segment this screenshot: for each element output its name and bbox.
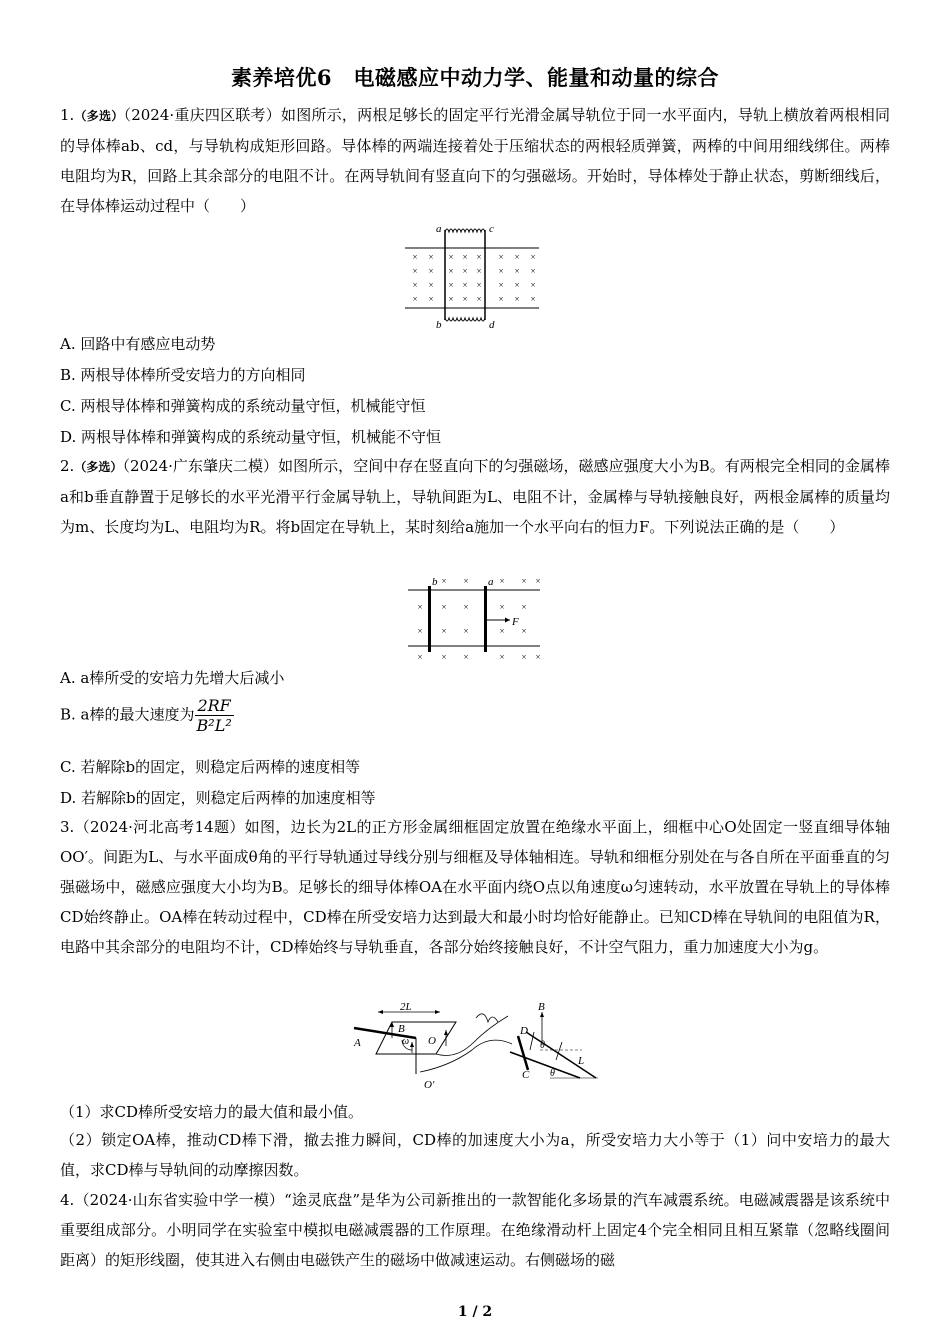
fraction bbox=[195, 696, 234, 735]
svg-text:×: × bbox=[462, 266, 468, 276]
page-title: 素养培优6 电磁感应中动力学、能量和动量的综合 bbox=[230, 65, 720, 90]
svg-text:×: × bbox=[463, 602, 469, 612]
q1-option-d: D. 两根导体棒和弹簧构成的系统动量守恒，机械能不守恒 bbox=[60, 428, 442, 446]
svg-text:×: × bbox=[412, 280, 418, 290]
svg-text:×: × bbox=[448, 252, 454, 262]
svg-text:×: × bbox=[428, 280, 434, 290]
svg-text:×: × bbox=[499, 576, 505, 586]
label-omega: ω bbox=[402, 1036, 410, 1047]
svg-text:×: × bbox=[476, 294, 482, 304]
label-B2: B bbox=[538, 1001, 545, 1013]
q2-option-d: D. 若解除b的固定，则稳定后两棒的加速度相等 bbox=[60, 789, 376, 807]
svg-text:×: × bbox=[463, 652, 469, 662]
figure-q1 bbox=[405, 222, 545, 334]
figure-q2 bbox=[408, 572, 548, 664]
svg-text:×: × bbox=[463, 576, 469, 586]
question-tag: （多选） bbox=[74, 109, 124, 123]
svg-text:×: × bbox=[514, 252, 520, 262]
svg-text:×: × bbox=[417, 602, 423, 612]
svg-text:×: × bbox=[514, 266, 520, 276]
svg-text:×: × bbox=[521, 576, 527, 586]
question-2 bbox=[60, 451, 890, 542]
label-F: F bbox=[512, 616, 519, 628]
question-tag: （多选） bbox=[74, 460, 123, 474]
q2-option-c: C. 若解除b的固定，则稳定后两棒的速度相等 bbox=[60, 758, 361, 776]
label-A: A bbox=[354, 1037, 361, 1049]
svg-text:×: × bbox=[428, 252, 434, 262]
q1-option-c: C. 两根导体棒和弹簧构成的系统动量守恒，机械能守恒 bbox=[60, 397, 426, 415]
label-d: d bbox=[489, 319, 495, 331]
label-a: a bbox=[488, 576, 494, 588]
label-O-prime: O′ bbox=[424, 1079, 435, 1091]
svg-text:×: × bbox=[463, 626, 469, 636]
question-text: （2024·广东肇庆二模）如图所示，空间中存在竖直向下的匀强磁场，磁感应强度大小为B。有两根完全相同的金属棒a和b垂直静置于足够长的水平光滑平行金属导轨上，导轨间距为L、电阻不计，金属棒与导轨接触良好，两根金属棒的质量均为m、长度均为L、电阻均为R。将b固定在导轨上，某时刻给a施加一个水平向右的恒力F。下列说法正确的是（ ） bbox=[60, 457, 890, 536]
svg-text:×: × bbox=[441, 652, 447, 662]
svg-text:×: × bbox=[530, 280, 536, 290]
label-2L: 2L bbox=[400, 1001, 412, 1013]
label-B: B bbox=[398, 1023, 405, 1035]
q2-option-a: A. a棒所受的安培力先增大后减小 bbox=[60, 669, 285, 687]
label-theta-2: θ bbox=[550, 1068, 555, 1079]
svg-text:×: × bbox=[514, 280, 520, 290]
page-number: 1 / 2 bbox=[457, 1304, 493, 1320]
label-D: D bbox=[520, 1025, 528, 1037]
svg-text:×: × bbox=[417, 652, 423, 662]
svg-text:×: × bbox=[476, 280, 482, 290]
svg-text:×: × bbox=[448, 266, 454, 276]
svg-text:×: × bbox=[521, 602, 527, 612]
svg-text:×: × bbox=[498, 266, 504, 276]
svg-text:×: × bbox=[521, 626, 527, 636]
question-number: 1. bbox=[60, 106, 75, 124]
svg-text:×: × bbox=[499, 626, 505, 636]
svg-text:×: × bbox=[514, 294, 520, 304]
svg-text:×: × bbox=[499, 602, 505, 612]
svg-text:×: × bbox=[462, 280, 468, 290]
label-theta-1: θ bbox=[540, 1040, 545, 1051]
svg-text:×: × bbox=[498, 280, 504, 290]
fraction-numerator: 2RF bbox=[195, 696, 234, 716]
q3-sub-question-2: （2）锁定OA棒，推动CD棒下滑，撤去推力瞬间，CD棒的加速度大小为a，所受安培力大小等于（1）问中安培力的最大值，求CD棒与导轨间的动摩擦因数。 bbox=[60, 1131, 890, 1179]
question-4 bbox=[60, 1185, 890, 1275]
svg-text:×: × bbox=[530, 252, 536, 262]
q2-option-b bbox=[60, 696, 234, 735]
svg-text:×: × bbox=[476, 266, 482, 276]
svg-text:×: × bbox=[412, 266, 418, 276]
question-text: （2024·重庆四区联考）如图所示，两根足够长的固定平行光滑金属导轨位于同一水平面内，导轨上横放着两根相同的导体棒ab、cd，与导轨构成矩形回路。导体棒的两端连接着处于压缩状态的两根轻质弹簧，两棒的中间用细线绑住。两棒电阻均为R，回路上其余部分的电阻不计。在两导轨间有竖直向下的匀强磁场。开始时，导体棒处于静止状态，剪断细线后，在导体棒运动过程中（ ） bbox=[60, 106, 890, 215]
question-number: 4. bbox=[60, 1191, 75, 1209]
svg-text:×: × bbox=[441, 602, 447, 612]
question-text: （2024·河北高考14题）如图，边长为2L的正方形金属细框固定放置在绝缘水平面上，细框中心O处固定一竖直细导体轴OO′。间距为L、与水平面成θ角的平行导轨通过导线分别与细框及导体轴相连。导轨和细框分别处在与各自所在平面垂直的匀强磁场中，磁感应强度大小均为B。足够长的细导体棒OA在水平面内绕O点以角速度ω匀速转动，水平放置在导轨上的导体棒CD始终静止。OA棒在转动过程中，CD棒在所受安培力达到最大和最小时均恰好能静止。已知CD棒在导轨间的电阻值为R，电路中其余部分的电阻均不计，CD棒始终与导轨垂直，各部分始终接触良好，不计空气阻力，重力加速度大小为g。 bbox=[60, 818, 890, 956]
label-a: a bbox=[436, 223, 442, 235]
question-3 bbox=[60, 812, 890, 962]
label-c: c bbox=[489, 223, 494, 235]
svg-text:×: × bbox=[476, 252, 482, 262]
svg-text:×: × bbox=[535, 652, 541, 662]
option-b-text: B. a棒的最大速度为 bbox=[60, 705, 195, 724]
label-L: L bbox=[578, 1055, 585, 1067]
svg-text:×: × bbox=[498, 294, 504, 304]
question-1 bbox=[60, 100, 890, 221]
svg-text:×: × bbox=[441, 576, 447, 586]
svg-text:×: × bbox=[530, 294, 536, 304]
question-number: 3. bbox=[60, 818, 75, 836]
q1-option-b: B. 两根导体棒所受安培力的方向相同 bbox=[60, 366, 306, 384]
label-C: C bbox=[522, 1069, 530, 1081]
fraction-denominator: B²L² bbox=[196, 716, 232, 735]
figure-q3 bbox=[350, 998, 600, 1094]
question-text: （2024·山东省实验中学一模）“途灵底盘”是华为公司新推出的一款智能化多场景的汽车减震系统。电磁减震器是该系统中重要组成部分。小明同学在实验室中模拟电磁减震器的工作原理。在绝缘滑动杆上固定4个完全相同且相互紧靠（忽略线圈间距离）的矩形线圈，使其进入右侧由电磁铁产生的磁场中做减速运动。右侧磁场的磁 bbox=[60, 1191, 890, 1269]
svg-text:×: × bbox=[448, 280, 454, 290]
svg-text:×: × bbox=[448, 294, 454, 304]
q1-option-a: A. 回路中有感应电动势 bbox=[60, 335, 216, 353]
svg-text:×: × bbox=[535, 576, 541, 586]
svg-text:×: × bbox=[441, 626, 447, 636]
svg-text:×: × bbox=[428, 294, 434, 304]
label-O: O bbox=[428, 1035, 436, 1047]
svg-text:×: × bbox=[412, 252, 418, 262]
svg-text:×: × bbox=[412, 294, 418, 304]
svg-text:×: × bbox=[417, 626, 423, 636]
svg-text:×: × bbox=[462, 252, 468, 262]
svg-text:×: × bbox=[521, 652, 527, 662]
q3-sub-question-1: （1）求CD棒所受安培力的最大值和最小值。 bbox=[60, 1103, 364, 1121]
question-number: 2. bbox=[60, 457, 75, 475]
svg-text:×: × bbox=[428, 266, 434, 276]
svg-text:×: × bbox=[530, 266, 536, 276]
svg-text:×: × bbox=[499, 652, 505, 662]
label-b: b bbox=[436, 319, 442, 331]
svg-text:×: × bbox=[498, 252, 504, 262]
svg-text:×: × bbox=[462, 294, 468, 304]
label-b: b bbox=[432, 576, 438, 588]
